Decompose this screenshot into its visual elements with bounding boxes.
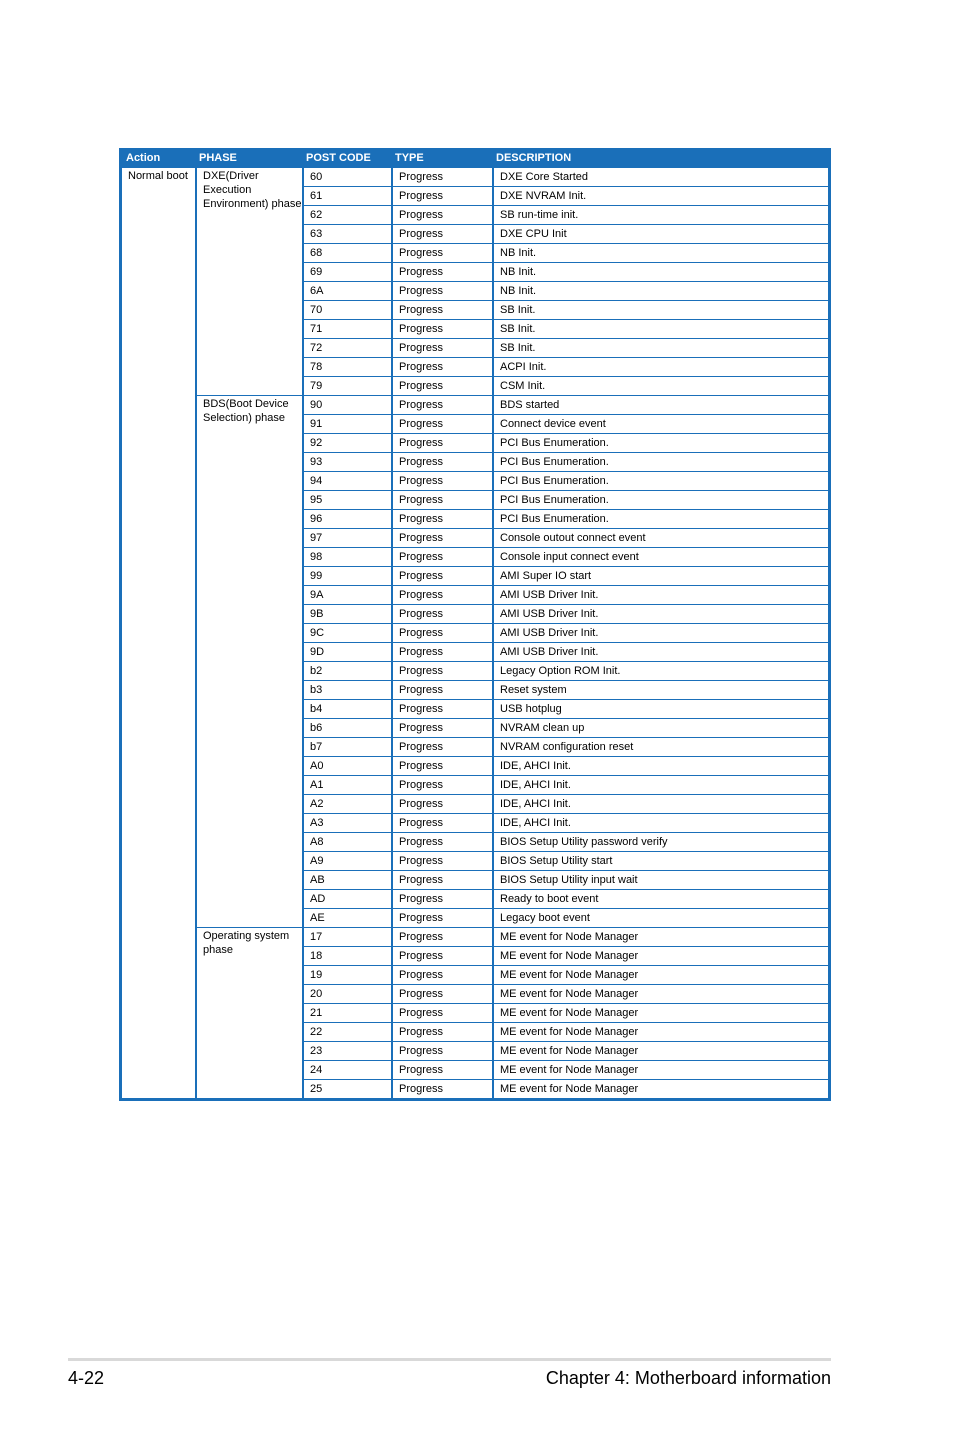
post-code-cell: 69 (302, 262, 391, 281)
post-code-cell: 68 (302, 243, 391, 262)
header-description: DESCRIPTION (492, 148, 828, 168)
description-cell: Ready to boot event (492, 889, 828, 908)
type-cell: Progress (391, 1060, 492, 1079)
post-code-cell: b2 (302, 661, 391, 680)
description-cell: Legacy boot event (492, 908, 828, 927)
type-cell: Progress (391, 262, 492, 281)
type-cell: Progress (391, 205, 492, 224)
description-cell: ACPI Init. (492, 357, 828, 376)
description-cell: ME event for Node Manager (492, 1060, 828, 1079)
description-cell: NB Init. (492, 281, 828, 300)
type-cell: Progress (391, 1079, 492, 1098)
type-cell: Progress (391, 775, 492, 794)
description-cell: ME event for Node Manager (492, 927, 828, 946)
post-code-cell: 95 (302, 490, 391, 509)
description-cell: NB Init. (492, 243, 828, 262)
type-cell: Progress (391, 566, 492, 585)
type-cell: Progress (391, 224, 492, 243)
post-code-cell: 97 (302, 528, 391, 547)
type-cell: Progress (391, 490, 492, 509)
phase-cell: Operating system phase (195, 927, 302, 1098)
description-cell: ME event for Node Manager (492, 946, 828, 965)
post-code-cell: 79 (302, 376, 391, 395)
type-cell: Progress (391, 984, 492, 1003)
type-cell: Progress (391, 832, 492, 851)
type-cell: Progress (391, 604, 492, 623)
type-cell: Progress (391, 794, 492, 813)
description-cell: IDE, AHCI Init. (492, 775, 828, 794)
post-code-cell: 9A (302, 585, 391, 604)
description-cell: PCI Bus Enumeration. (492, 471, 828, 490)
type-cell: Progress (391, 338, 492, 357)
post-code-cell: 71 (302, 319, 391, 338)
chapter-title: Chapter 4: Motherboard information (545, 1368, 831, 1388)
description-cell: SB run-time init. (492, 205, 828, 224)
post-code-cell: AE (302, 908, 391, 927)
header-action: Action (122, 148, 195, 168)
type-cell: Progress (391, 813, 492, 832)
description-cell: ME event for Node Manager (492, 1079, 828, 1098)
post-code-cell: 6A (302, 281, 391, 300)
post-code-cell: 62 (302, 205, 391, 224)
description-cell: Console outout connect event (492, 528, 828, 547)
footer-rule (68, 1358, 831, 1361)
post-code-table (119, 148, 831, 1101)
post-code-cell: A0 (302, 756, 391, 775)
phase-cell: BDS(Boot Device Selection) phase (195, 395, 302, 927)
post-code-cell: A1 (302, 775, 391, 794)
type-cell: Progress (391, 661, 492, 680)
type-cell: Progress (391, 300, 492, 319)
post-code-cell: 20 (302, 984, 391, 1003)
description-cell: ME event for Node Manager (492, 1022, 828, 1041)
post-code-cell: 23 (302, 1041, 391, 1060)
description-cell: BIOS Setup Utility password verify (492, 832, 828, 851)
type-cell: Progress (391, 1022, 492, 1041)
type-cell: Progress (391, 965, 492, 984)
description-cell: ME event for Node Manager (492, 1003, 828, 1022)
description-cell: NVRAM configuration reset (492, 737, 828, 756)
post-code-cell: b6 (302, 718, 391, 737)
type-cell: Progress (391, 414, 492, 433)
type-cell: Progress (391, 737, 492, 756)
description-cell: DXE NVRAM Init. (492, 186, 828, 205)
type-cell: Progress (391, 1003, 492, 1022)
post-code-cell: 17 (302, 927, 391, 946)
description-cell: ME event for Node Manager (492, 984, 828, 1003)
post-code-cell: 63 (302, 224, 391, 243)
description-cell: IDE, AHCI Init. (492, 756, 828, 775)
table-header-row (122, 148, 828, 168)
post-code-cell: 94 (302, 471, 391, 490)
page-number: 4-22 (68, 1368, 105, 1388)
post-code-cell: b7 (302, 737, 391, 756)
description-cell: NVRAM clean up (492, 718, 828, 737)
post-code-cell: 70 (302, 300, 391, 319)
post-code-cell: 91 (302, 414, 391, 433)
post-code-cell: A9 (302, 851, 391, 870)
post-code-cell: 61 (302, 186, 391, 205)
type-cell: Progress (391, 1041, 492, 1060)
type-cell: Progress (391, 699, 492, 718)
post-code-cell: AD (302, 889, 391, 908)
description-cell: SB Init. (492, 338, 828, 357)
type-cell: Progress (391, 281, 492, 300)
description-cell: DXE CPU Init (492, 224, 828, 243)
post-code-cell: 72 (302, 338, 391, 357)
table-row (122, 168, 828, 186)
type-cell: Progress (391, 756, 492, 775)
type-cell: Progress (391, 585, 492, 604)
description-cell: AMI USB Driver Init. (492, 604, 828, 623)
type-cell: Progress (391, 452, 492, 471)
post-code-cell: 9B (302, 604, 391, 623)
post-code-cell: 25 (302, 1079, 391, 1098)
description-cell: ME event for Node Manager (492, 1041, 828, 1060)
type-cell: Progress (391, 718, 492, 737)
type-cell: Progress (391, 376, 492, 395)
type-cell: Progress (391, 908, 492, 927)
type-cell: Progress (391, 642, 492, 661)
type-cell: Progress (391, 243, 492, 262)
post-code-cell: 24 (302, 1060, 391, 1079)
description-cell: BIOS Setup Utility start (492, 851, 828, 870)
type-cell: Progress (391, 889, 492, 908)
post-code-cell: 90 (302, 395, 391, 414)
type-cell: Progress (391, 357, 492, 376)
description-cell: BDS started (492, 395, 828, 414)
type-cell: Progress (391, 509, 492, 528)
description-cell: AMI USB Driver Init. (492, 623, 828, 642)
post-code-cell: 78 (302, 357, 391, 376)
post-code-cell: A2 (302, 794, 391, 813)
type-cell: Progress (391, 395, 492, 414)
post-code-cell: 96 (302, 509, 391, 528)
post-code-cell: A3 (302, 813, 391, 832)
description-cell: Reset system (492, 680, 828, 699)
type-cell: Progress (391, 623, 492, 642)
table-row (122, 395, 828, 414)
post-code-cell: b4 (302, 699, 391, 718)
description-cell: AMI USB Driver Init. (492, 585, 828, 604)
type-cell: Progress (391, 547, 492, 566)
post-code-cell: 60 (302, 168, 391, 186)
type-cell: Progress (391, 851, 492, 870)
description-cell: AMI USB Driver Init. (492, 642, 828, 661)
description-cell: Connect device event (492, 414, 828, 433)
post-code-cell: b3 (302, 680, 391, 699)
type-cell: Progress (391, 319, 492, 338)
type-cell: Progress (391, 927, 492, 946)
header-phase: PHASE (195, 148, 302, 168)
type-cell: Progress (391, 168, 492, 186)
header-type: TYPE (391, 148, 492, 168)
description-cell: NB Init. (492, 262, 828, 281)
post-code-cell: 18 (302, 946, 391, 965)
post-code-cell: AB (302, 870, 391, 889)
description-cell: Legacy Option ROM Init. (492, 661, 828, 680)
post-code-cell: 22 (302, 1022, 391, 1041)
description-cell: SB Init. (492, 300, 828, 319)
description-cell: PCI Bus Enumeration. (492, 433, 828, 452)
post-code-cell: 9C (302, 623, 391, 642)
post-code-cell: 93 (302, 452, 391, 471)
post-code-cell: 19 (302, 965, 391, 984)
description-cell: CSM Init. (492, 376, 828, 395)
action-cell: Normal boot (122, 168, 195, 1098)
type-cell: Progress (391, 186, 492, 205)
description-cell: SB Init. (492, 319, 828, 338)
description-cell: ME event for Node Manager (492, 965, 828, 984)
description-cell: PCI Bus Enumeration. (492, 509, 828, 528)
table-row (122, 927, 828, 946)
description-cell: AMI Super IO start (492, 566, 828, 585)
type-cell: Progress (391, 680, 492, 699)
type-cell: Progress (391, 433, 492, 452)
post-code-cell: A8 (302, 832, 391, 851)
type-cell: Progress (391, 870, 492, 889)
type-cell: Progress (391, 528, 492, 547)
description-cell: Console input connect event (492, 547, 828, 566)
description-cell: BIOS Setup Utility input wait (492, 870, 828, 889)
type-cell: Progress (391, 946, 492, 965)
type-cell: Progress (391, 471, 492, 490)
post-code-cell: 98 (302, 547, 391, 566)
post-code-cell: 99 (302, 566, 391, 585)
phase-cell: DXE(Driver Execution Environment) phase (195, 168, 302, 395)
description-cell: PCI Bus Enumeration. (492, 452, 828, 471)
description-cell: IDE, AHCI Init. (492, 813, 828, 832)
description-cell: USB hotplug (492, 699, 828, 718)
header-post-code: POST CODE (302, 148, 391, 168)
post-code-cell: 9D (302, 642, 391, 661)
post-code-cell: 92 (302, 433, 391, 452)
description-cell: IDE, AHCI Init. (492, 794, 828, 813)
description-cell: DXE Core Started (492, 168, 828, 186)
description-cell: PCI Bus Enumeration. (492, 490, 828, 509)
post-code-cell: 21 (302, 1003, 391, 1022)
